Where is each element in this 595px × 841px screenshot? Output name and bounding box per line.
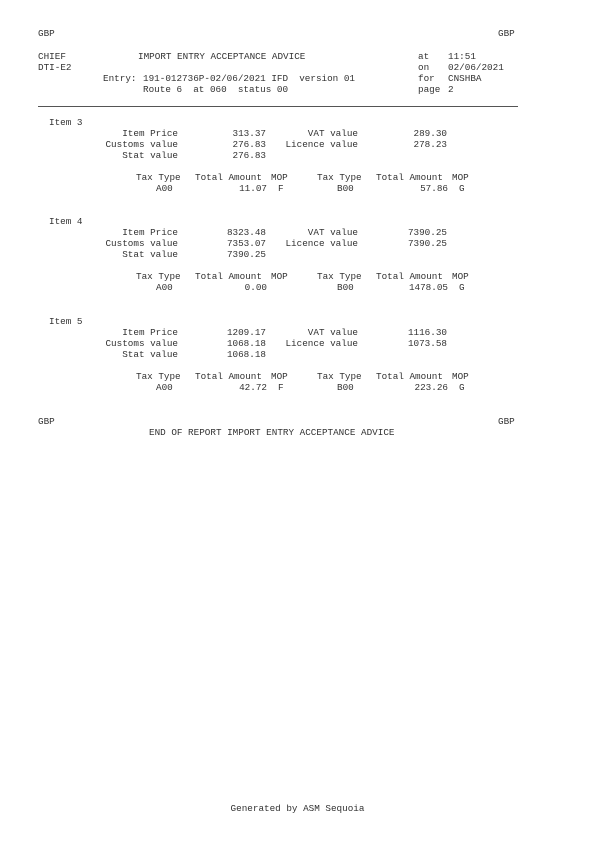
total-amount-header: Total Amount	[195, 371, 262, 382]
item-title: Item 3	[49, 117, 83, 128]
tax-type-value: B00	[337, 183, 354, 194]
tax-type-value: B00	[337, 282, 354, 293]
vat-value: 7390.25	[407, 227, 447, 238]
tax-mop-value: G	[459, 282, 465, 293]
mop-header: MOP	[271, 371, 288, 382]
customs-value-label: Customs value	[105, 338, 178, 349]
vat-value: 1116.30	[407, 327, 447, 338]
item-price-value: 313.37	[232, 128, 266, 139]
item-price-label: Item Price	[122, 128, 178, 139]
stat-value-label: Stat value	[122, 349, 178, 360]
stat-value-label: Stat value	[122, 249, 178, 260]
item-price-label: Item Price	[122, 227, 178, 238]
currency-right: GBP	[498, 28, 515, 39]
entry-label: Entry:	[103, 73, 137, 84]
page-number: 2	[448, 84, 454, 95]
item-price-value: 8323.48	[226, 227, 266, 238]
vat-value: 289.30	[413, 128, 447, 139]
report-title: IMPORT ENTRY ACCEPTANCE ADVICE	[138, 51, 306, 62]
header-divider	[38, 106, 518, 107]
customs-value-label: Customs value	[105, 238, 178, 249]
for-label: for	[418, 73, 435, 84]
report-date: 02/06/2021	[448, 62, 504, 73]
licence-value-label: Licence value	[285, 238, 358, 249]
report-code: DTI-E2	[38, 62, 72, 73]
stat-value: 1068.18	[226, 349, 266, 360]
licence-value: 1073.58	[407, 338, 447, 349]
tax-mop-value: F	[278, 382, 284, 393]
licence-value-label: Licence value	[285, 139, 358, 150]
customs-value: 276.83	[232, 139, 266, 150]
system-name: CHIEF	[38, 51, 66, 62]
tax-type-header: Tax Type	[317, 371, 362, 382]
tax-type-header: Tax Type	[136, 271, 181, 282]
mop-header: MOP	[452, 271, 469, 282]
total-amount-header: Total Amount	[376, 172, 443, 183]
total-amount-header: Total Amount	[376, 271, 443, 282]
entry-value: 191-012736P-02/06/2021 IFD version 01	[143, 73, 356, 84]
stat-value-label: Stat value	[122, 150, 178, 161]
tax-type-value: A00	[156, 282, 173, 293]
tax-type-value: A00	[156, 183, 173, 194]
tax-amount-value: 0.00	[244, 282, 267, 293]
tax-amount-value: 1478.05	[408, 282, 448, 293]
licence-value: 7390.25	[407, 238, 447, 249]
vat-value-label: VAT value	[307, 327, 358, 338]
tax-mop-value: F	[278, 183, 284, 194]
tax-type-header: Tax Type	[136, 371, 181, 382]
customs-value-label: Customs value	[105, 139, 178, 150]
stat-value: 276.83	[232, 150, 266, 161]
for-value: CNSHBA	[448, 73, 482, 84]
stat-value: 7390.25	[226, 249, 266, 260]
total-amount-header: Total Amount	[195, 172, 262, 183]
item-title: Item 4	[49, 216, 83, 227]
on-label: on	[418, 62, 430, 73]
currency-left: GBP	[38, 28, 55, 39]
licence-value: 278.23	[413, 139, 447, 150]
mop-header: MOP	[271, 172, 288, 183]
tax-type-header: Tax Type	[136, 172, 181, 183]
tax-amount-value: 223.26	[414, 382, 448, 393]
mop-header: MOP	[452, 172, 469, 183]
at-label: at	[418, 51, 430, 62]
tax-amount-value: 57.86	[420, 183, 448, 194]
tax-type-value: A00	[156, 382, 173, 393]
customs-value: 1068.18	[226, 338, 266, 349]
report-time: 11:51	[448, 51, 476, 62]
item-price-value: 1209.17	[226, 327, 266, 338]
item-price-label: Item Price	[122, 327, 178, 338]
vat-value-label: VAT value	[307, 128, 358, 139]
end-currency-left: GBP	[38, 416, 55, 427]
tax-type-header: Tax Type	[317, 172, 362, 183]
tax-type-header: Tax Type	[317, 271, 362, 282]
customs-value: 7353.07	[226, 238, 266, 249]
generated-by: Generated by ASM Sequoia	[230, 803, 365, 814]
item-title: Item 5	[49, 316, 83, 327]
tax-amount-value: 42.72	[239, 382, 267, 393]
tax-amount-value: 11.07	[239, 183, 267, 194]
vat-value-label: VAT value	[307, 227, 358, 238]
tax-mop-value: G	[459, 382, 465, 393]
end-of-report: END OF REPORT IMPORT ENTRY ACCEPTANCE ADVICE	[149, 427, 395, 438]
route-line: Route 6 at 060 status 00	[143, 84, 289, 95]
tax-mop-value: G	[459, 183, 465, 194]
total-amount-header: Total Amount	[195, 271, 262, 282]
mop-header: MOP	[452, 371, 469, 382]
total-amount-header: Total Amount	[376, 371, 443, 382]
tax-type-value: B00	[337, 382, 354, 393]
mop-header: MOP	[271, 271, 288, 282]
page-label: page	[418, 84, 441, 95]
end-currency-right: GBP	[498, 416, 515, 427]
licence-value-label: Licence value	[285, 338, 358, 349]
